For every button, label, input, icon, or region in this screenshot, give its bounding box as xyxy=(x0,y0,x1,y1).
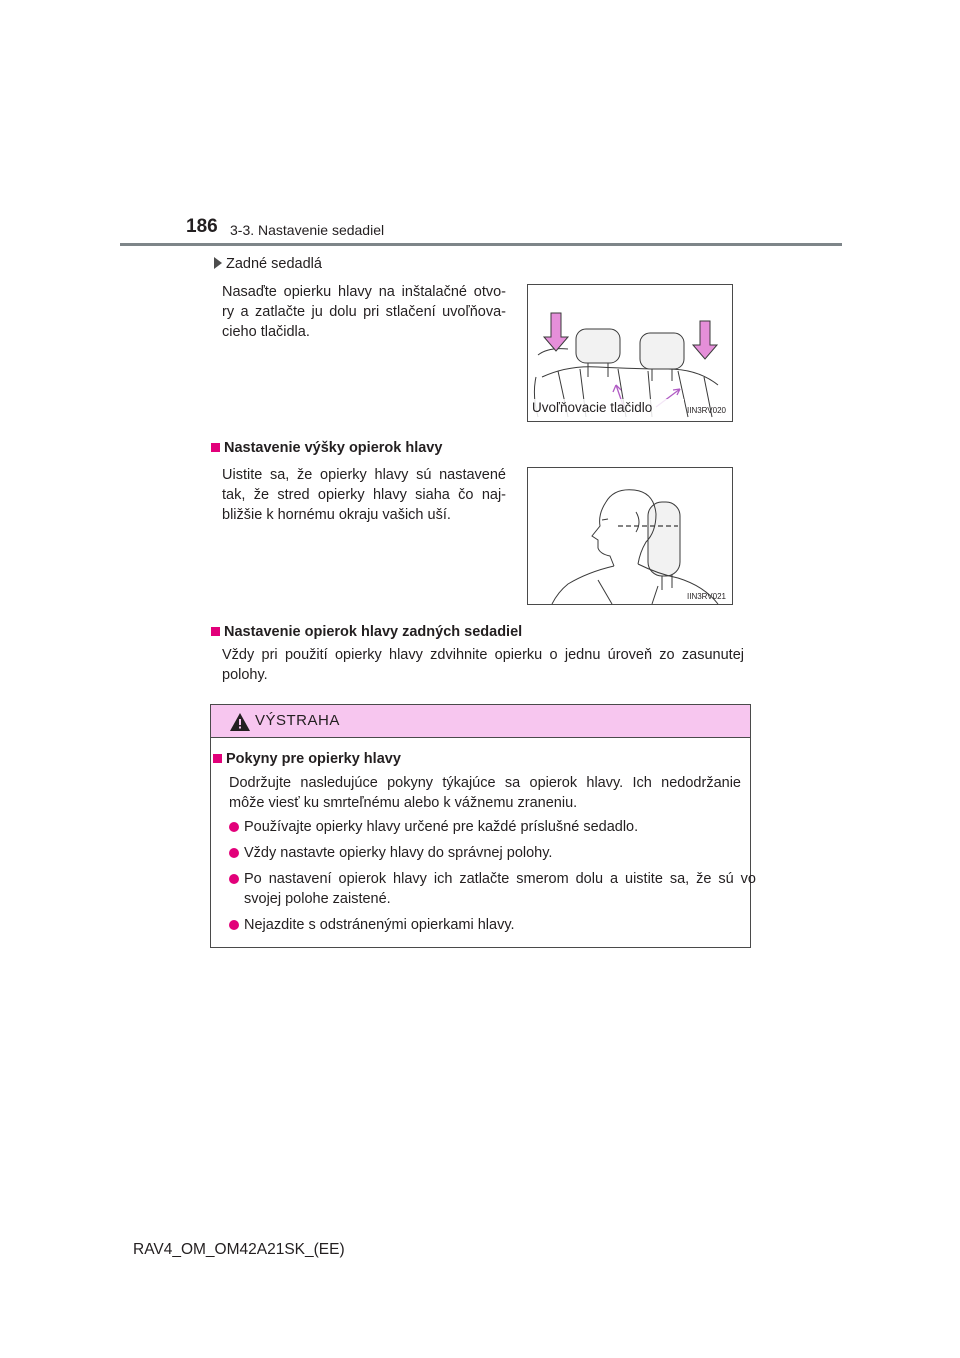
text-line: ry a zatlačte ju dolu pri stlačení uvoľňova- xyxy=(222,304,506,320)
figure-rear-headrest xyxy=(527,284,733,422)
rear-adjust-heading: Nastavenie opierok hlavy zadných sedadiel xyxy=(211,622,522,642)
square-bullet-icon xyxy=(213,754,222,763)
rear-seats-heading: Zadné sedadlá xyxy=(214,254,322,274)
warning-list-item xyxy=(229,817,756,837)
text-line: Dodržujte nasledujúce pokyny týkajúce sa opierok hlavy. Ich nedodržanie xyxy=(229,775,741,791)
text-line: môže viesť ku smrteľnému alebo k vážnemu zraneniu. xyxy=(229,795,578,811)
warning-list-item xyxy=(229,843,756,863)
text-line: Nasaďte opierku hlavy na inštalačné otvo- xyxy=(222,284,506,300)
text-line: Uistite sa, že opierky hlavy sú nastavené xyxy=(222,467,506,483)
figure-height-adjust xyxy=(527,467,733,605)
square-bullet-icon xyxy=(211,627,220,636)
height-adjust-text xyxy=(222,465,506,525)
head-and-headrest-illustration-icon xyxy=(528,468,732,604)
rear-adjust-text xyxy=(222,645,744,685)
warning-subheading: Pokyny pre opierky hlavy xyxy=(213,749,401,769)
rear-seats-text xyxy=(222,282,506,342)
round-bullet-icon xyxy=(229,874,239,884)
warning-header xyxy=(211,705,750,738)
page-number: 186 xyxy=(186,216,218,237)
text-line: Po nastavení opierok hlavy ich zatlačte smerom dolu a uistite sa, že sú vo xyxy=(244,871,756,887)
warning-intro xyxy=(229,773,741,813)
warning-title: VÝSTRAHA xyxy=(255,712,340,729)
warning-box xyxy=(210,704,756,948)
warning-triangle-icon xyxy=(229,712,251,732)
round-bullet-icon xyxy=(229,848,239,858)
text-line: Vždy nastavte opierky hlavy do správnej polohy. xyxy=(244,845,553,861)
text-line: cieho tlačidla. xyxy=(222,324,310,340)
header-rule xyxy=(120,243,842,246)
figure-code: IIN3RV020 xyxy=(687,406,726,415)
figure-callout: Uvoľňovacie tlačidlo xyxy=(532,400,653,415)
text-line: tak, že stred opierky hlavy siaha čo naj- xyxy=(222,487,506,503)
text-line: bližšie k hornému okraju vašich uší. xyxy=(222,507,451,523)
text-line: svojej polohe zaistené. xyxy=(244,891,391,907)
round-bullet-icon xyxy=(229,920,239,930)
text-line: Vždy pri použití opierky hlavy zdvihnite opierku o jednu úroveň zo zasunutej xyxy=(222,647,744,663)
triangle-bullet-icon xyxy=(214,257,222,269)
text-line: polohy. xyxy=(222,667,268,683)
figure-code: IIN3RV021 xyxy=(687,592,726,601)
warning-list-item xyxy=(229,869,756,909)
text-line: Používajte opierky hlavy určené pre každé príslušné sedadlo. xyxy=(244,819,639,835)
square-bullet-icon xyxy=(211,443,220,452)
document-code: RAV4_OM_OM42A21SK_(EE) xyxy=(133,1241,345,1258)
round-bullet-icon xyxy=(229,822,239,832)
text-line: Nejazdite s odstránenými opierkami hlavy. xyxy=(244,917,515,933)
section-title: 3-3. Nastavenie sedadiel xyxy=(230,222,385,238)
height-adjust-heading: Nastavenie výšky opierok hlavy xyxy=(211,438,442,458)
warning-list-item xyxy=(229,915,756,935)
